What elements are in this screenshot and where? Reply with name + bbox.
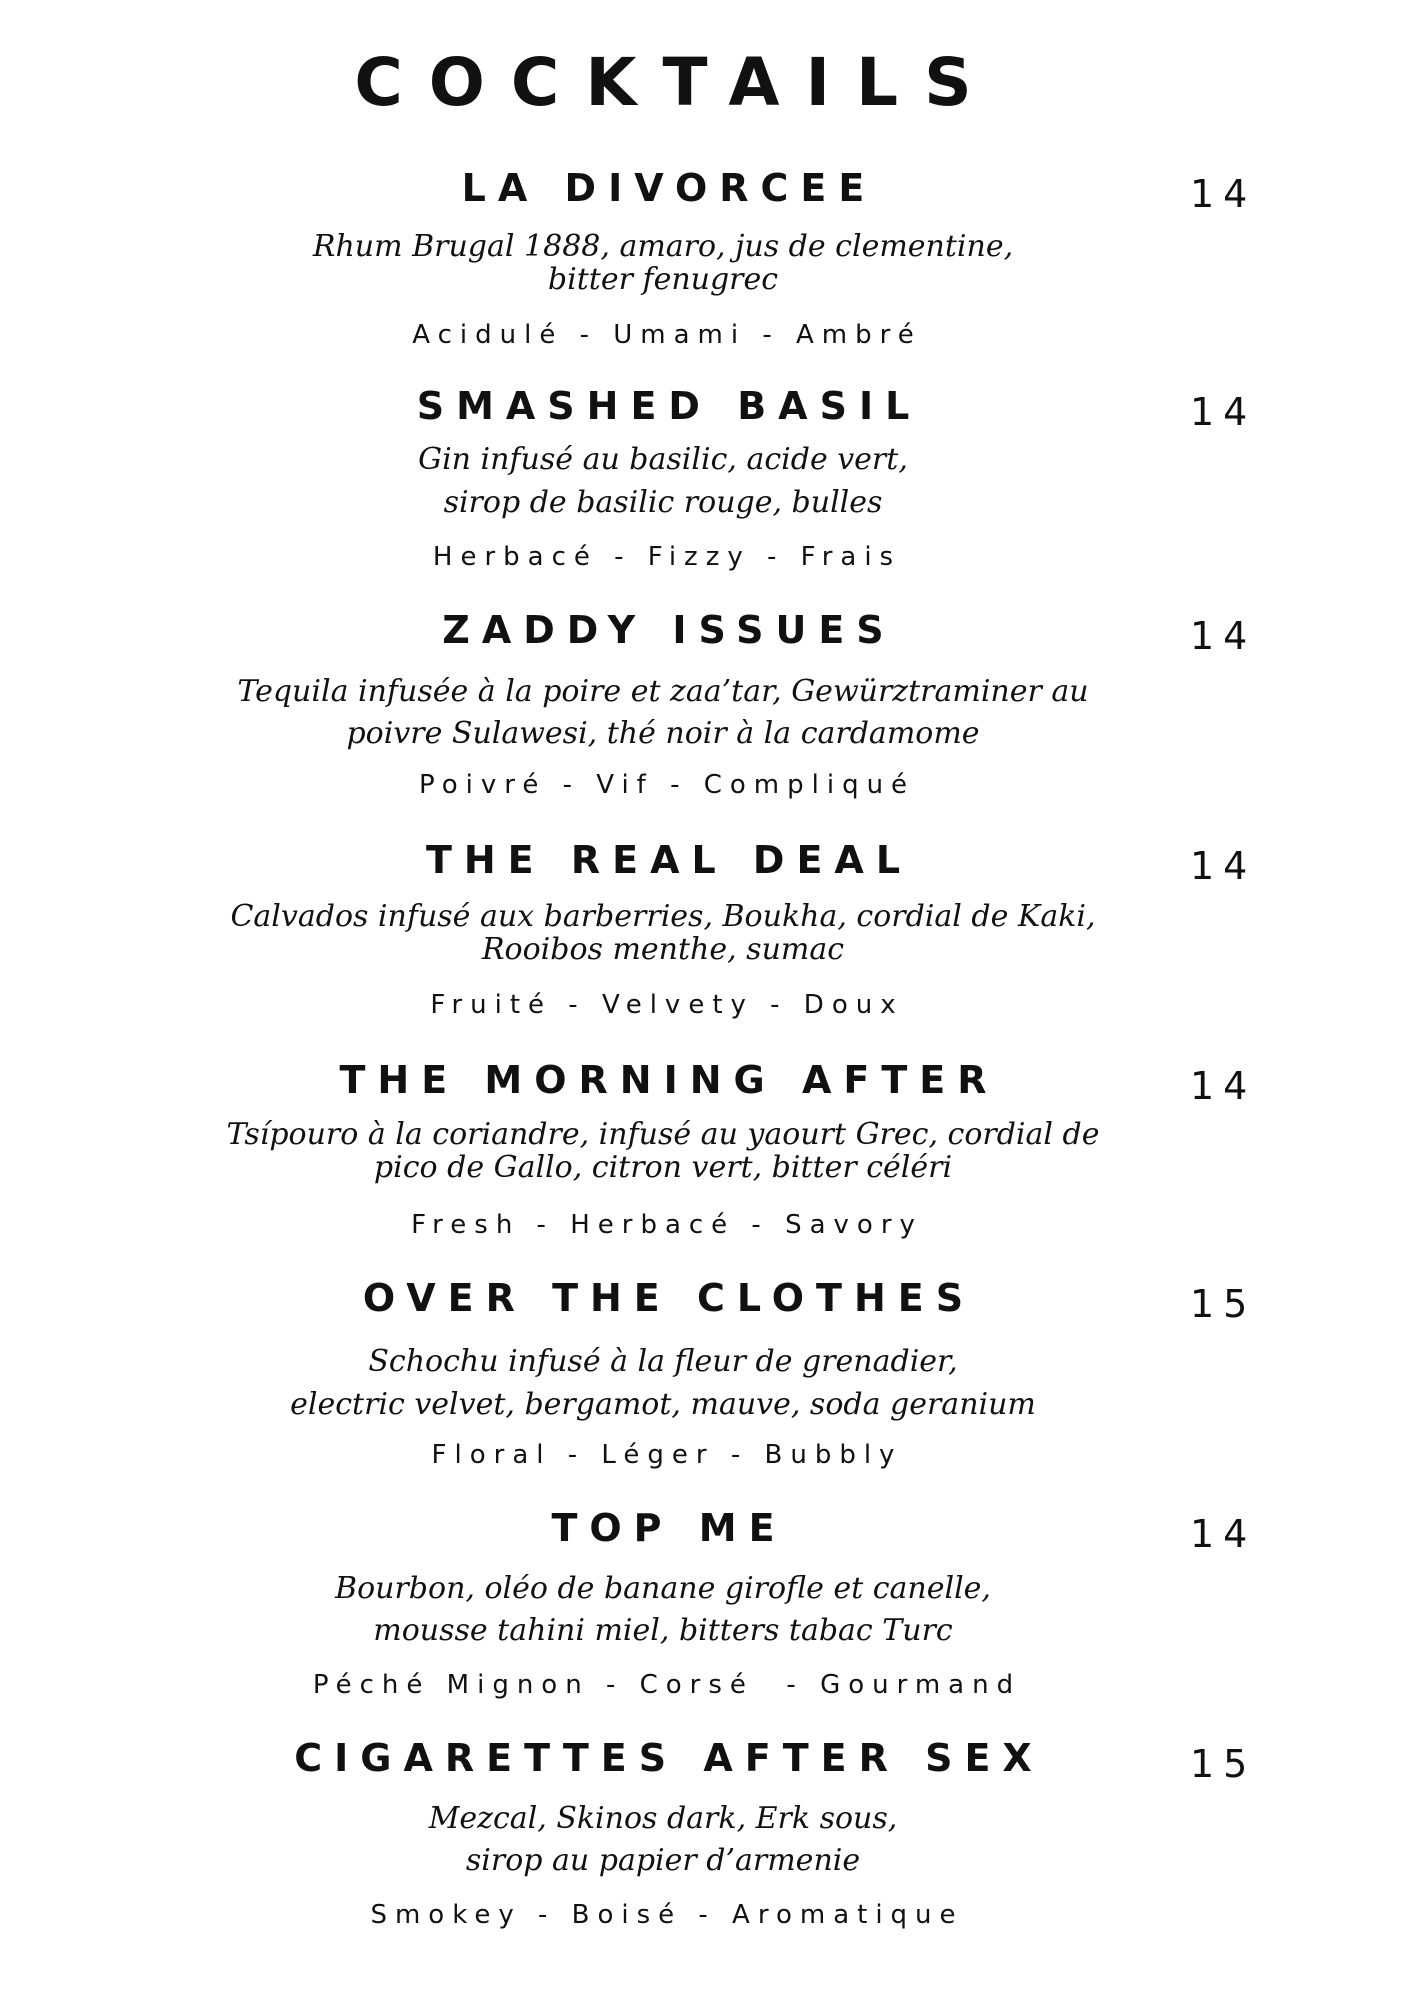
description-line: poivre Sulawesi, thé noir à la cardamome xyxy=(346,716,980,751)
cocktail-name: THE REAL DEAL xyxy=(425,838,913,882)
cocktail-name: LA DIVORCEE xyxy=(461,166,877,210)
description-line: Gin infusé au basilic, acide vert, xyxy=(418,442,908,477)
description-line: sirop de basilic rouge, bulles xyxy=(443,485,883,520)
page-title: COCKTAILS xyxy=(354,44,998,121)
cocktail-price: 14 xyxy=(1190,1064,1257,1108)
cocktail-name: ZADDY ISSUES xyxy=(442,608,896,652)
cocktail-tags: Herbacé - Fizzy - Frais xyxy=(432,542,902,572)
description-line: electric velvet, bergamot, mauve, soda geranium xyxy=(290,1387,1036,1422)
cocktail-tags: Acidulé - Umami - Ambré xyxy=(412,320,922,350)
description-line: Rooibos menthe, sumac xyxy=(481,932,845,967)
description-line: mousse tahini miel, bitters tabac Turc xyxy=(373,1613,953,1648)
cocktail-description xyxy=(0,438,1326,524)
cocktail-name: TOP ME xyxy=(551,1506,787,1550)
cocktail-price: 15 xyxy=(1190,1742,1257,1786)
cocktail-description xyxy=(0,1568,1326,1652)
description-line: Tsípouro à la coriandre, infusé au yaourt Grec, cordial de xyxy=(226,1117,1100,1152)
cocktail-tags: Floral - Léger - Bubbly xyxy=(431,1440,903,1470)
description-line: Mezcal, Skinos dark, Erk sous, xyxy=(428,1801,898,1836)
description-line: Schochu infusé à la fleur de grenadier, xyxy=(368,1344,958,1379)
cocktail-price: 14 xyxy=(1190,614,1257,658)
cocktail-tags: Péché Mignon - Corsé - Gourmand xyxy=(312,1670,1022,1700)
cocktail-price: 14 xyxy=(1190,1512,1257,1556)
cocktail-description xyxy=(0,1798,1326,1882)
cocktail-description xyxy=(0,230,1326,296)
cocktail-tags: Smokey - Boisé - Aromatique xyxy=(370,1900,964,1930)
cocktail-name: OVER THE CLOTHES xyxy=(362,1276,976,1320)
cocktail-price: 14 xyxy=(1190,844,1257,888)
cocktail-name: SMASHED BASIL xyxy=(416,384,922,428)
description-line: Tequila infusée à la poire et zaa’tar, Gewürztraminer au xyxy=(237,674,1089,709)
description-line: pico de Gallo, citron vert, bitter céléri xyxy=(373,1150,953,1185)
cocktail-name: CIGARETTES AFTER SEX xyxy=(294,1736,1044,1780)
description-line: Bourbon, oléo de banane girofle et canelle, xyxy=(335,1571,991,1606)
cocktail-price: 15 xyxy=(1190,1282,1257,1326)
description-line: Rhum Brugal 1888, amaro, jus de clementine, xyxy=(312,229,1014,264)
description-line: bitter fenugrec xyxy=(547,262,779,297)
cocktail-price: 14 xyxy=(1190,390,1257,434)
description-line: sirop au papier d’armenie xyxy=(465,1843,861,1878)
cocktail-description xyxy=(0,1340,1326,1426)
cocktail-price: 14 xyxy=(1190,172,1257,216)
cocktail-tags: Poivré - Vif - Compliqué xyxy=(418,770,916,800)
description-line: Calvados infusé aux barberries, Boukha, cordial de Kaki, xyxy=(230,899,1096,934)
cocktail-description xyxy=(0,900,1326,966)
cocktail-description xyxy=(0,671,1326,755)
cocktail-description xyxy=(0,1118,1326,1184)
cocktail-name: THE MORNING AFTER xyxy=(339,1058,999,1102)
cocktail-tags: Fresh - Herbacé - Savory xyxy=(411,1210,923,1240)
cocktail-tags: Fruité - Velvety - Doux xyxy=(430,990,904,1020)
